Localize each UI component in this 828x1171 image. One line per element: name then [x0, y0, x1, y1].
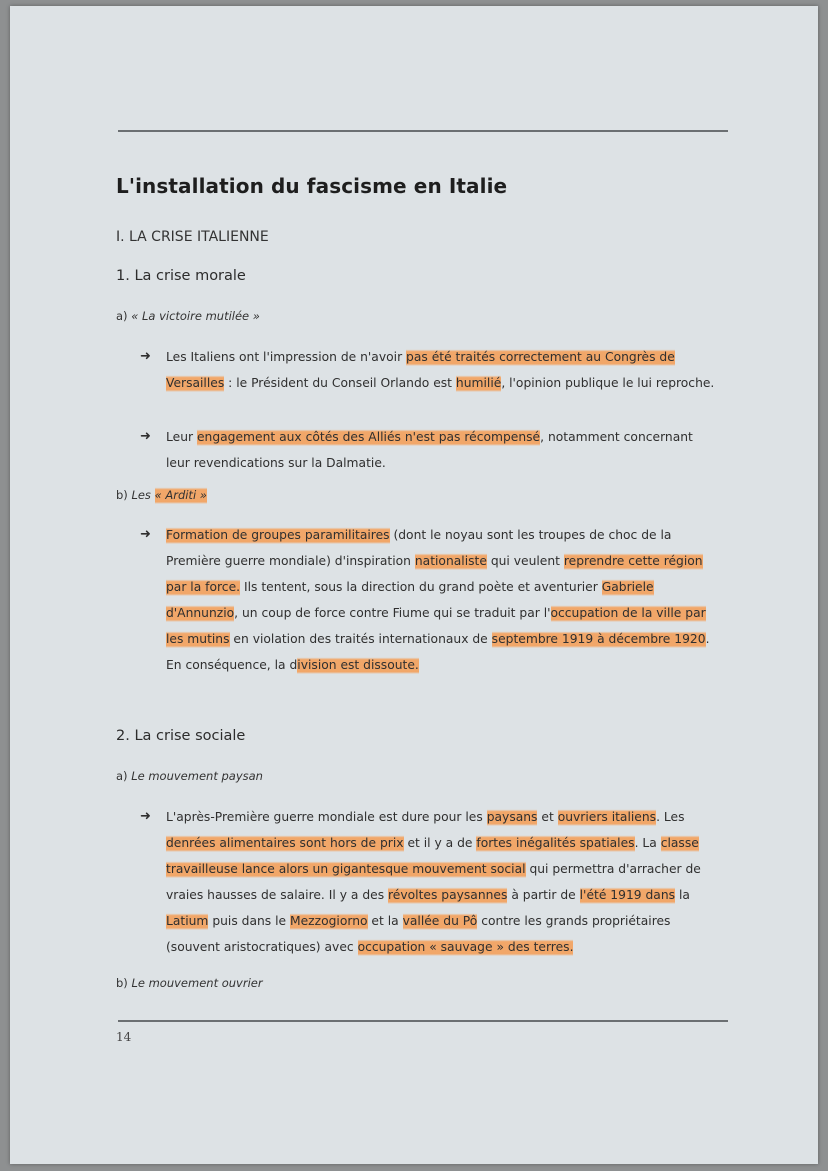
highlight: septembre 1919 à décembre 1920: [491, 632, 706, 646]
section-heading-crise-morale: 1. La crise morale: [116, 268, 246, 284]
bullet-text: Formation de groupes paramilitaires (dont le noyau sont les troupes de choc de la Première guerre mondiale) d'inspiration nationaliste qui veulent reprendre cette région par la force. Ils tentent, sous la direction du grand poète et aventurier Gabriele d'Annunzio, un coup de force contre Fiume qui se traduit par l'occupation de la ville par les mutins en violation des traités internationaux de septembre 1919 à décembre 1920. En conséquence, la division est dissoute.: [166, 528, 710, 672]
arrow-bullet-icon: ➜: [140, 349, 151, 364]
highlight: « Arditi »: [154, 488, 207, 502]
part-heading: I. LA CRISE ITALIENNE: [116, 229, 269, 245]
subsection-title: « La victoire mutilée »: [131, 309, 260, 323]
highlight: l'été 1919 dans: [579, 888, 676, 902]
highlight: ouvriers italiens: [557, 810, 657, 824]
bullet-text: L'après-Première guerre mondiale est dure pour les paysans et ouvriers italiens. Les denrées alimentaires sont hors de prix et il y a de fortes inégalités spatiales. La classe travailleuse lance alors un gigantesque mouvement social qui permettra d'arracher de vraies hausses de salaire. Il y a des révoltes paysannes à partir de l'été 1919 dans la Latium puis dans le Mezzogiorno et la vallée du Pô contre les grands propriétaires (souvent aristocratiques) avec occupation « sauvage » des terres.: [166, 810, 701, 954]
list-item: [140, 344, 720, 396]
subsection-heading-mouvement-ouvrier: b) Le mouvement ouvrier: [116, 976, 263, 990]
highlight: occupation de la ville par les mutins: [166, 606, 706, 646]
document-title: L'installation du fascisme en Italie: [116, 174, 508, 198]
subsection-heading-arditi: b) Les « Arditi »: [116, 488, 207, 502]
page-number: 14: [116, 1030, 132, 1044]
highlight: humilié: [455, 376, 502, 390]
subsection-heading-mouvement-paysan: a) Le mouvement paysan: [116, 769, 263, 783]
subsection-heading-victoire-mutilee: [116, 309, 260, 323]
highlight: Mezzogiorno: [290, 914, 368, 928]
arrow-bullet-icon: ➜: [140, 809, 151, 824]
highlight: ivision est dissoute.: [297, 658, 419, 672]
bullet-text: Leur engagement aux côtés des Alliés n'est pas récompensé, notamment concernant leur revendications sur la Dalmatie.: [166, 430, 693, 470]
list-item: [140, 804, 720, 960]
highlight: fortes inégalités spatiales: [476, 836, 635, 850]
highlight: denrées alimentaires sont hors de prix: [166, 836, 404, 850]
bullet-text: Les Italiens ont l'impression de n'avoir pas été traités correctement au Congrès de Versailles : le Président du Conseil Orlando est humilié, l'opinion publique le lui reproche.: [166, 350, 715, 390]
highlight: nationaliste: [414, 554, 487, 568]
top-rule: [118, 130, 728, 132]
section-heading-crise-sociale: 2. La crise sociale: [116, 728, 246, 744]
highlight: occupation « sauvage » des terres.: [357, 940, 574, 954]
arrow-bullet-icon: ➜: [140, 429, 151, 444]
highlight: Formation de groupes paramilitaires: [166, 528, 390, 542]
highlight: pas été traités correctement au Congrès de Versailles: [166, 350, 675, 390]
highlight: paysans: [486, 810, 538, 824]
list-item: [140, 522, 720, 678]
highlight: Gabriele d'Annunzio: [166, 580, 654, 620]
list-item: [140, 424, 720, 476]
highlight: reprendre cette région par la force.: [166, 554, 703, 594]
document-page: [10, 6, 818, 1164]
subsection-prefix: a): [116, 309, 132, 323]
highlight: classe travailleuse lance alors un gigantesque mouvement social: [166, 836, 699, 876]
highlight: Latium: [166, 914, 209, 928]
highlight: révoltes paysannes: [388, 888, 508, 902]
highlight: engagement aux côtés des Alliés n'est pas récompensé: [196, 430, 541, 444]
highlight: vallée du Pô: [402, 914, 478, 928]
bottom-rule: [118, 1020, 728, 1022]
arrow-bullet-icon: ➜: [140, 527, 151, 542]
